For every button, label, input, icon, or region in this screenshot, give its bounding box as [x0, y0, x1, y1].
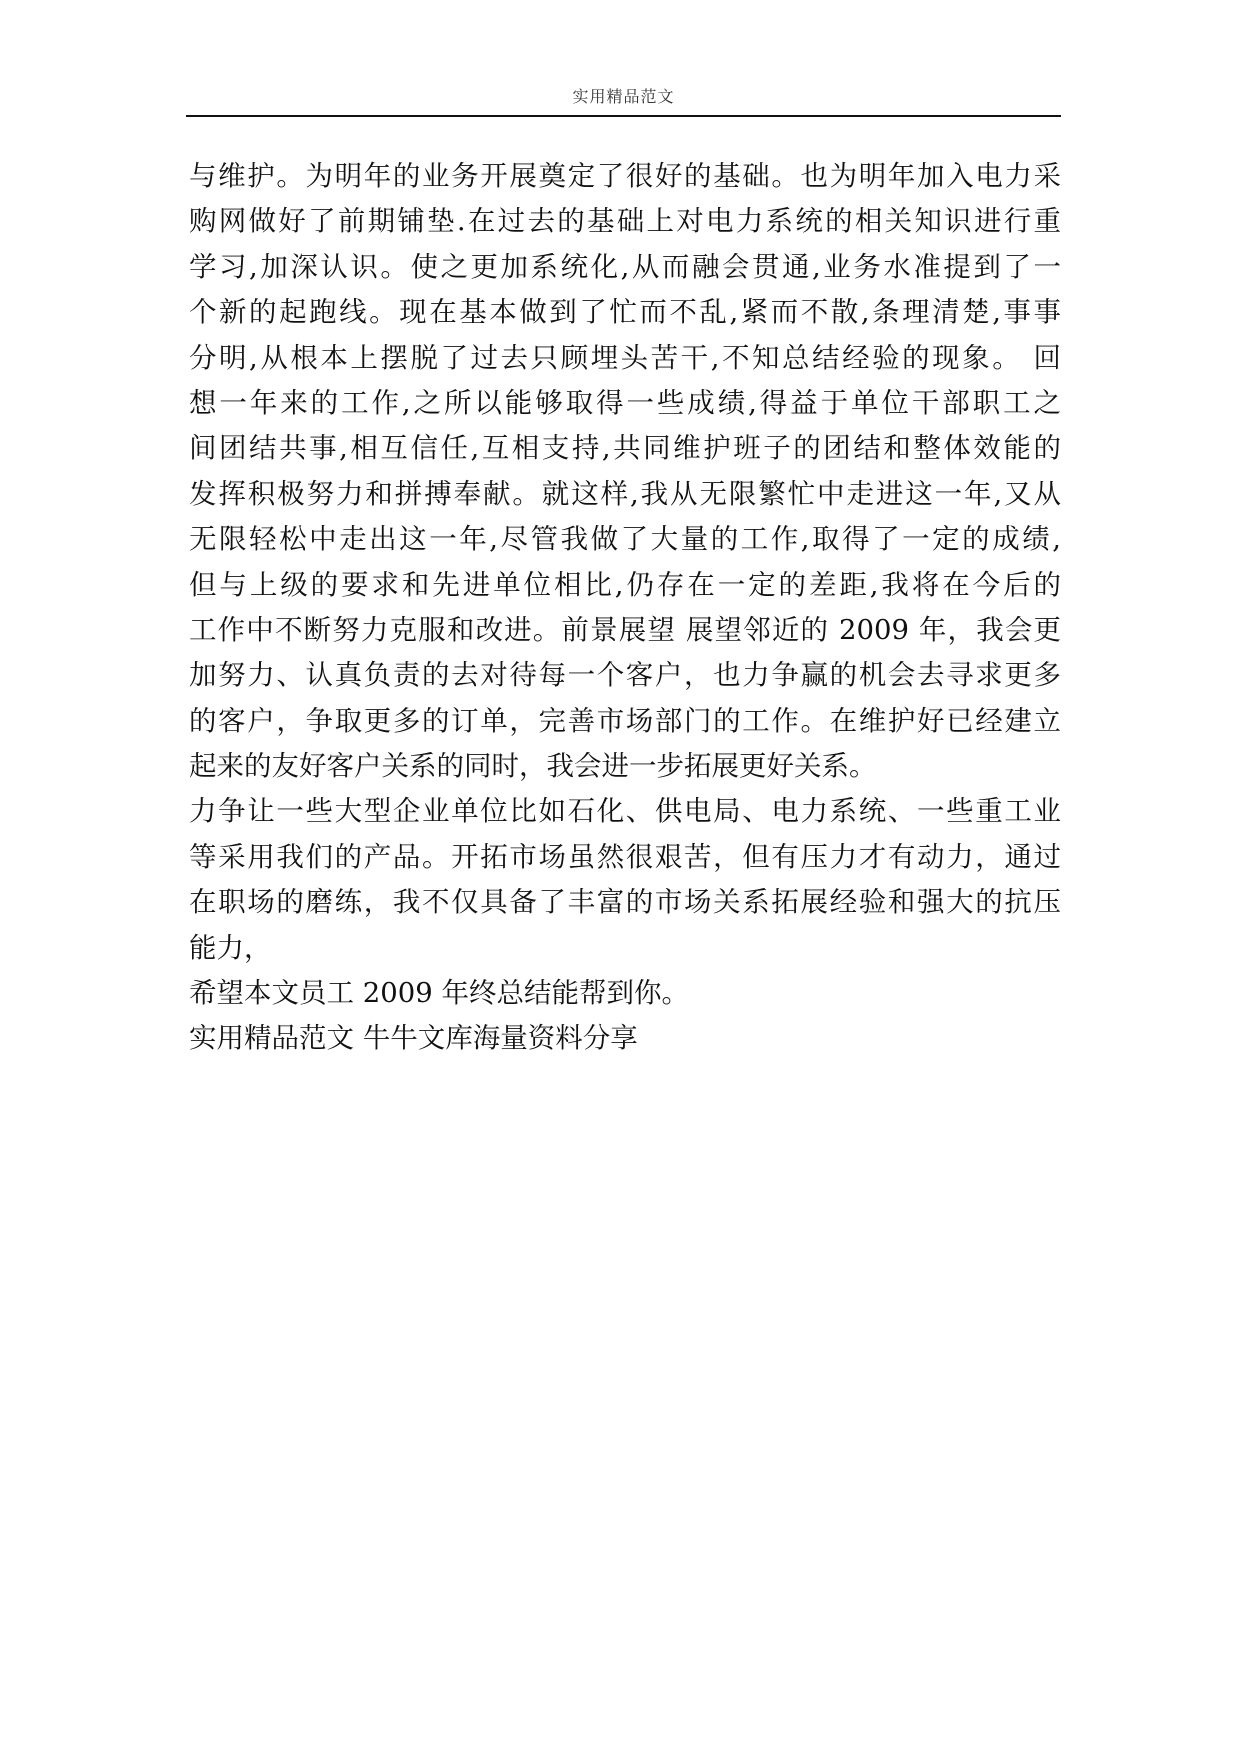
text-line: 等采用我们的产品。开拓市场虽然很艰苦，但有压力才有动力，通过 — [189, 840, 1061, 873]
footer-source-line: 实用精品范文 牛牛文库海量资料分享 — [189, 1022, 638, 1055]
text-line: 工作中不断努力克服和改进。前景展望 展望邻近的 2009 年，我会更 — [189, 613, 1061, 646]
closing-line: 希望本文员工 2009 年终总结能帮到你。 — [189, 977, 689, 1010]
text-line: 无限轻松中走出这一年,尽管我做了大量的工作,取得了一定的成绩, — [189, 523, 1061, 556]
text-line: 加努力、认真负责的去对待每一个客户，也力争赢的机会去寻求更多 — [189, 659, 1061, 692]
text-line: 但与上级的要求和先进单位相比,仍存在一定的差距,我将在今后的 — [189, 568, 1061, 601]
text-line: 学习,加深认识。使之更加系统化,从而融会贯通,业务水准提到了一 — [189, 250, 1061, 283]
text-line: 在职场的磨练，我不仅具备了丰富的市场关系拓展经验和强大的抗压 — [189, 886, 1061, 919]
text-line: 分明,从根本上摆脱了过去只顾埋头苦干,不知总结经验的现象。 回 — [189, 341, 1061, 374]
text-line: 个新的起跑线。现在基本做到了忙而不乱,紧而不散,条理清楚,事事 — [189, 296, 1061, 329]
text-line: 能力， — [189, 931, 272, 964]
text-line: 发挥积极努力和拼搏奉献。就这样,我从无限繁忙中走进这一年,又从 — [189, 477, 1061, 510]
page-header-title: 实用精品范文 — [572, 87, 675, 106]
text-line: 想一年来的工作,之所以能够取得一些成绩,得益于单位干部职工之 — [189, 386, 1061, 419]
text-line: 起来的友好客户关系的同时，我会进一步拓展更好关系。 — [189, 750, 877, 783]
header-divider — [186, 115, 1061, 117]
text-line: 间团结共事,相互信任,互相支持,共同维护班子的团结和整体效能的 — [189, 432, 1061, 465]
text-line: 与维护。为明年的业务开展奠定了很好的基础。也为明年加入电力采 — [189, 160, 1061, 192]
text-line: 的客户，争取更多的订单，完善市场部门的工作。在维护好已经建立 — [189, 704, 1061, 737]
text-line: 购网做好了前期铺垫.在过去的基础上对电力系统的相关知识进行重 — [189, 205, 1061, 238]
document-body — [189, 154, 1061, 1062]
text-line: 力争让一些大型企业单位比如石化、供电局、电力系统、一些重工业 — [189, 795, 1061, 828]
